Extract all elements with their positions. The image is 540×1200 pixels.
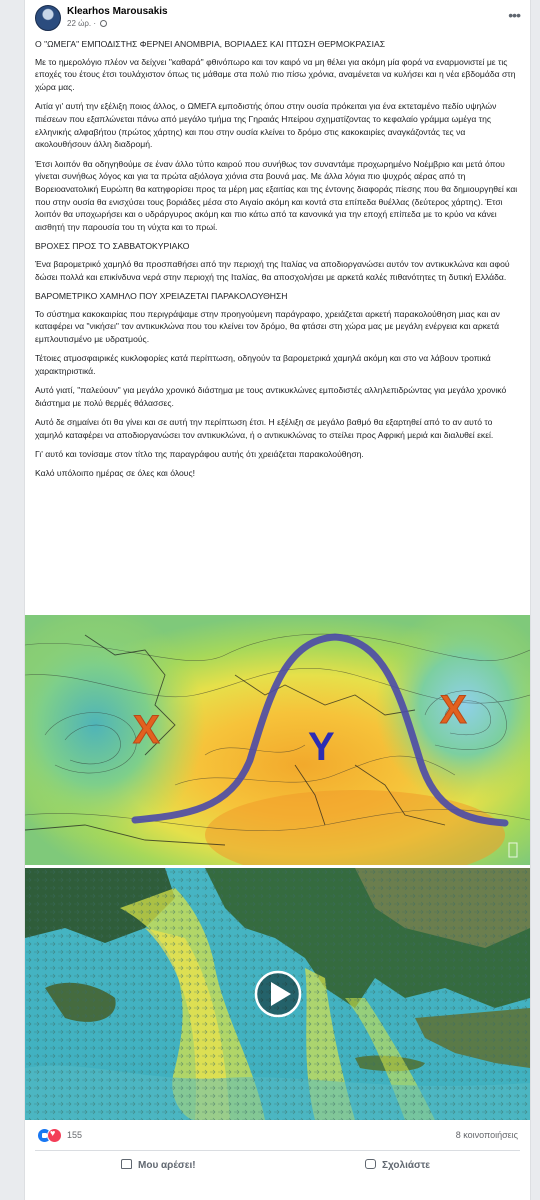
reaction-count[interactable]: 155 [67, 1130, 83, 1140]
globe-icon [100, 20, 107, 27]
low-pressure-label-west: X [133, 708, 160, 752]
post-subheading: ΒΡΟΧΕΣ ΠΡΟΣ ΤΟ ΣΑΒΒΑΤΟΚΥΡΙΑΚΟ [35, 241, 190, 252]
comment-button[interactable] [365, 1159, 430, 1171]
post-subheading: ΒΑΡΟΜΕΤΡΙΚΟ ΧΑΜΗΛΟ ΠΟΥ ΧΡΕΙΑΖΕΤΑΙ ΠΑΡΑΚΟΛΟΥΘΗΣΗ [35, 290, 288, 301]
pressure-map-image[interactable] [25, 615, 530, 865]
like-button[interactable] [121, 1159, 196, 1171]
share-count[interactable]: 8 κοινοποιήσεις [455, 1130, 518, 1140]
reaction-summary[interactable] [37, 1128, 518, 1144]
post-paragraph: Έτσι λοιπόν θα οδηγηθούμε σε έναν άλλο τύπο καιρού που συνήθως τον συναντάμε προχωρημένο Νοέμβριο και μετά όπου γίνεται συνήθως λόγος και για τα πρώτα αξιόλογα χιόνια στα βουνά μας. Με άλλα λόγια πιο ψυχρός αέρας από τη Βορειοανατολική Ευρώπη θα κατηφορίσει προς τα μέρη μας εξαιτίας και της έντονης διαφοράς πίεσης που θα δημιουργηθεί και που στην ουσία θα ενισχύσει τους βοριάδες μέσα στο Αιγαίο ακόμη και κοντά στα επίπεδα θυέλλας (δεύτερος χάρτης). Έτσι λοιπόν θα υποχωρήσει και ο υδράργυρος ακόμη και πιο κάτω από τα κανονικά για την εποχή επίπεδα με το κρύο να κάνει αισθητή την παρουσία του τη νύχτα και το πρωί. [35, 158, 518, 233]
author-name[interactable]: Klearhos Marousakis [67, 6, 168, 17]
more-options-icon[interactable]: ••• [508, 7, 520, 23]
wind-map-video[interactable] [25, 868, 530, 1120]
post-paragraph: Ένα βαρομετρικό χαμηλό θα προσπαθήσει από την περιοχή της Ιταλίας να αποδιοργανώσει αυτόν τον αντικυκλώνα και αφού δώσει πολλά και επικίνδυνα νερά στην περιοχή της Ιταλίας, θα αποσχολήσει με αρκετά καλές πιθανότητες τη δυτική Ελλάδα. [35, 259, 510, 282]
post-meta: 22 ώρ. · [67, 19, 107, 28]
post-paragraph: Καλό υπόλοιπο ημέρας σε όλες και όλους! [35, 468, 195, 479]
post-paragraph: Αιτία γι' αυτή την εξέλιξη ποιος άλλος, ο ΩΜΕΓΑ εμποδιστής όπου στην ουσία πρόκειται για ένα εκτεταμένο πεδίο υψηλών πιέσεων που εξαπλώνεται πάνω από μεγάλο τμήμα της Γηραιάς Ηπείρου σχηματίζοντας το κεφαλαίο γράμμα ωμέγα της ελληνικής αλφαβήτου (πρώτος χάρτης) και που στην ουσία κλείνει το δρόμο στις κακοκαιρίες αναγκάζοντάς τες να ακολουθήσουν άλλη διαδρομή. [35, 101, 497, 150]
post-paragraph: Με το ημερολόγιο πλέον να δείχνει "καθαρά" φθινόπωρο και τον καιρό να μη θέλει για ακόμη μία φορά να εναρμονιστεί με τις εποχές του έτους έτσι τουλάχιστον όπως τις μάθαμε στα πολύ πιο πίσω χρόνια, αναμένεται να κυλήσει και η νέα εβδομάδα στη χώρα μας. [35, 56, 516, 93]
like-label: Μου αρέσει! [138, 1160, 196, 1171]
love-reaction-icon [47, 1128, 62, 1143]
action-bar [35, 1150, 520, 1181]
post-card [24, 0, 531, 1200]
comment-icon [365, 1159, 376, 1169]
post-time[interactable]: 22 ώρ. [67, 19, 92, 28]
comment-label: Σχολιάστε [382, 1160, 431, 1171]
low-pressure-label-east: X [440, 688, 467, 732]
post-heading: Ο "ΩΜΕΓΑ" ΕΜΠΟΔΙΣΤΗΣ ΦΕΡΝΕΙ ΑΝΟΜΒΡΙΑ, ΒΟΡΙΑΔΕΣ ΚΑΙ ΠΤΩΣΗ ΘΕΡΜΟΚΡΑΣΙΑΣ [35, 39, 386, 49]
author-avatar[interactable] [35, 5, 61, 31]
post-paragraph: Γι' αυτό και τονίσαμε στον τίτλο της παραγράφου αυτής ότι χρειάζεται παρακολούθηση. [35, 448, 364, 459]
post-paragraph: Αυτό δε σημαίνει ότι θα γίνει και σε αυτή την περίπτωση έτσι. Η εξέλιξη σε μεγάλο βαθμό θα εξαρτηθεί από το αν αυτό το χαμηλό καταφέρει να αποδιοργανώσει τον αντικυκλώνα, ή ο αντικυκλώνας το στείλει προς Αφρική μεριά και διαλυθεί εκεί. [35, 417, 494, 440]
post-header [35, 5, 520, 31]
play-button[interactable] [256, 972, 300, 1016]
post-paragraph: Το σύστημα κακοκαιρίας που περιγράψαμε στην προηγούμενη παράγραφο, χρειάζεται αρκετή παρακολούθηση μιας και αν καταφέρει να "νικήσει" τον αντικυκλώνα που του κλείνει τον δρόμο, θα φτάσει στη χώρα μας με μεγάλη ενέργεια και αρκετά εμπλουτισμένο με υδρατμούς. [35, 308, 500, 345]
thumbs-up-icon [121, 1159, 132, 1169]
high-pressure-label: Y [308, 725, 335, 769]
post-paragraph: Αυτό γιατί, "παλεύουν" για μεγάλο χρονικό διάστημα με τους αντικυκλώνες εμποδιστές αλληλεπιδρώντας για μεγάλο χρονικό διάστημα με πολύ θερμές θάλασσες. [35, 385, 507, 408]
post-text [35, 38, 522, 486]
post-paragraph: Τέτοιες ατμοσφαιρικές κυκλοφορίες κατά περίπτωση, οδηγούν τα βαρομετρικά χαμηλά ακόμη και στο να λάβουν τροπικά χαρακτηριστικά. [35, 353, 491, 376]
